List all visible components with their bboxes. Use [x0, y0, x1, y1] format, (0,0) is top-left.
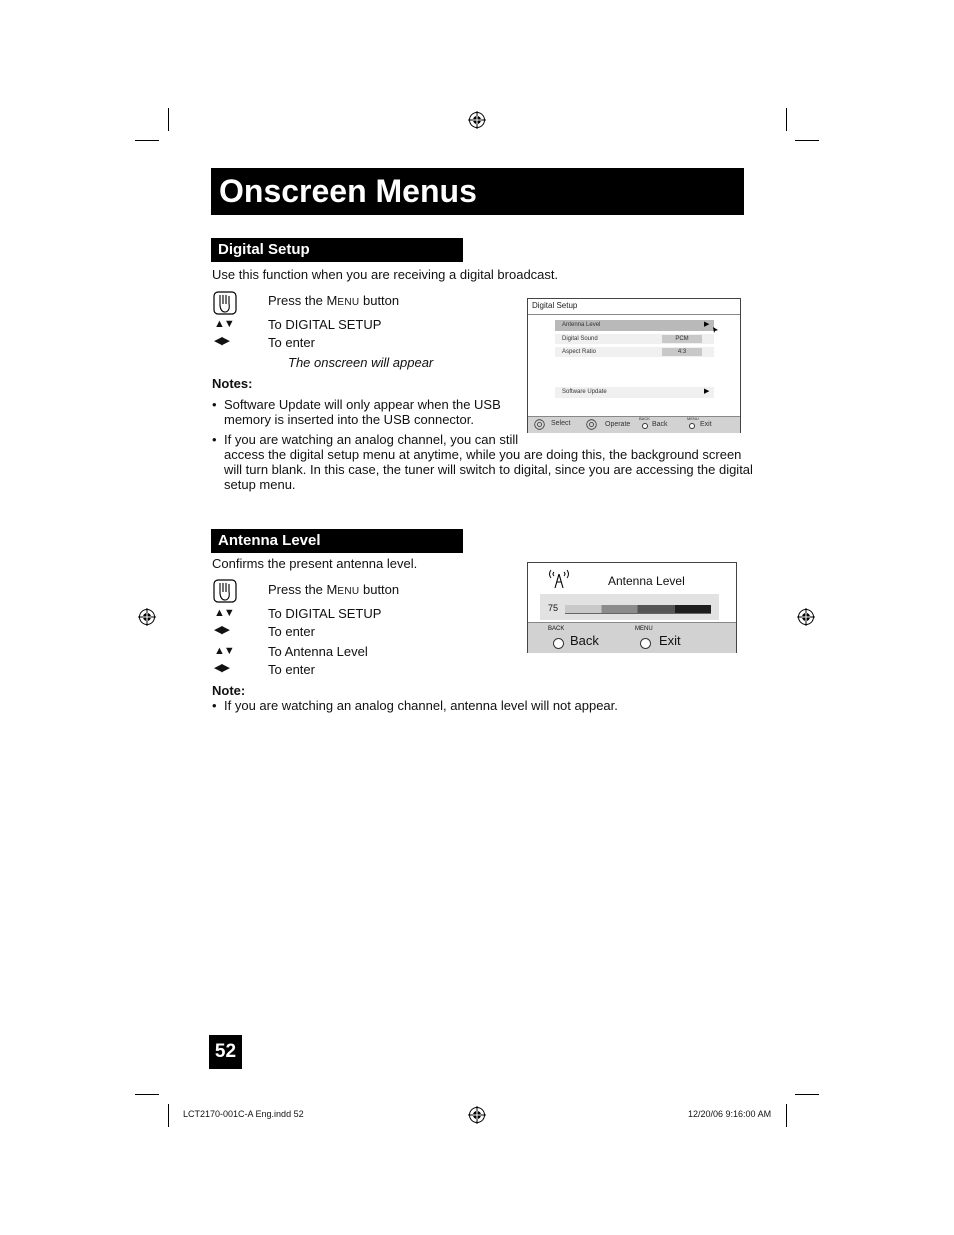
exit-button-icon — [689, 423, 695, 429]
menu-item-value: 4:3 — [677, 349, 687, 355]
registration-mark-icon — [468, 1106, 486, 1124]
left-right-arrows-icon: ◀▶ — [214, 662, 229, 674]
crop-mark — [786, 1104, 787, 1127]
step-press-menu: Press the MENU button — [268, 293, 400, 308]
menu-item-label: Antenna Level — [562, 322, 601, 328]
antenna-level-intro: Confirms the present antenna level. — [212, 556, 418, 571]
footer-select-label: Select — [551, 420, 571, 427]
footer-exit-label: Exit — [700, 421, 712, 428]
footer-file: LCT2170-001C-A Eng.indd 52 — [183, 1109, 304, 1119]
step-to-enter: To enter — [268, 662, 315, 677]
antenna-level-value: 75 — [548, 603, 559, 613]
bullet-icon: • — [212, 432, 217, 447]
footer-exit-label: Exit — [659, 633, 681, 648]
chevron-right-icon: ▶ — [704, 388, 710, 395]
section-heading-digital-setup: Digital Setup — [211, 238, 463, 262]
section-heading-antenna-level: Antenna Level — [211, 529, 463, 553]
up-down-arrows-icon: ▲▼ — [214, 318, 234, 330]
note-line: access the digital setup menu at anytime, while you are doing this, the background screen — [224, 447, 742, 462]
crop-mark — [795, 1094, 819, 1095]
digital-setup-intro: Use this function when you are receiving a digital broadcast. — [212, 267, 559, 282]
hand-press-icon — [213, 291, 237, 315]
crop-mark — [135, 1094, 159, 1095]
antenna-icon — [546, 569, 572, 589]
note-label: Note: — [212, 683, 246, 698]
notes-label: Notes: — [212, 376, 253, 391]
menu-item-label: Digital Sound — [562, 336, 598, 342]
note-line: If you are watching an analog channel, you can still — [224, 432, 519, 447]
note-line: memory is inserted into the USB connector. — [224, 412, 475, 427]
back-button-icon — [642, 423, 648, 429]
note-line: Software Update will only appear when the USB — [224, 397, 501, 412]
step-to-enter: To enter — [268, 335, 315, 350]
cursor-icon — [712, 326, 720, 334]
up-down-arrows-icon: ▲▼ — [214, 645, 234, 657]
page-title: Onscreen Menus — [211, 168, 744, 215]
footer-back-label: Back — [570, 633, 599, 648]
antenna-level-end-segment — [675, 605, 711, 613]
menu-item-value: PCM — [675, 336, 689, 342]
left-right-arrows-icon: ◀▶ — [214, 624, 229, 636]
crop-mark — [795, 140, 819, 141]
antenna-level-screen — [527, 562, 737, 653]
select-dpad-icon — [534, 419, 545, 430]
bullet-icon: • — [212, 397, 217, 412]
step-press-menu: Press the MENU button — [268, 582, 400, 597]
back-button-icon[interactable] — [553, 638, 564, 649]
note-line: setup menu. — [224, 477, 296, 492]
step-to-digital-setup: To DIGITAL SETUP — [268, 606, 382, 621]
screen-title: Digital Setup — [532, 301, 578, 310]
crop-mark — [168, 1104, 169, 1127]
footer-back-key: BACK — [548, 626, 565, 632]
step-to-digital-setup: To DIGITAL SETUP — [268, 317, 382, 332]
antenna-screen-title: Antenna Level — [608, 574, 685, 588]
crop-mark — [168, 108, 169, 131]
screen-note: The onscreen will appear — [288, 355, 434, 370]
menu-item-label: Aspect Ratio — [562, 349, 597, 355]
step-to-enter: To enter — [268, 624, 315, 639]
footer-back-key: BACK — [639, 416, 650, 421]
crop-mark — [135, 140, 159, 141]
operate-dpad-icon — [586, 419, 597, 430]
footer-menu-key: MENU — [687, 416, 699, 421]
exit-button-icon[interactable] — [640, 638, 651, 649]
up-down-arrows-icon: ▲▼ — [214, 607, 234, 619]
note-line: will turn blank. In this case, the tuner will switch to digital, since you are accessing the digital — [224, 462, 753, 477]
bullet-icon: • — [212, 698, 217, 713]
antenna-level-fill — [565, 605, 675, 613]
note-line: If you are watching an analog channel, antenna level will not appear. — [224, 698, 618, 713]
footer-timestamp: 12/20/06 9:16:00 AM — [688, 1109, 772, 1119]
registration-mark-icon — [468, 111, 486, 129]
chevron-right-icon: ▶ — [704, 321, 710, 328]
registration-mark-icon — [797, 608, 815, 626]
left-right-arrows-icon: ◀▶ — [214, 335, 229, 347]
crop-mark — [786, 108, 787, 131]
digital-setup-screen — [527, 298, 741, 433]
hand-press-icon — [213, 579, 237, 603]
antenna-level-bar — [565, 605, 711, 614]
page-number: 52 — [209, 1035, 242, 1069]
step-to-antenna-level: To Antenna Level — [268, 644, 368, 659]
menu-item-label: Software Update — [562, 389, 607, 395]
footer-menu-key: MENU — [635, 626, 653, 632]
footer-operate-label: Operate — [605, 421, 631, 428]
registration-mark-icon — [138, 608, 156, 626]
footer-back-label: Back — [652, 421, 668, 428]
